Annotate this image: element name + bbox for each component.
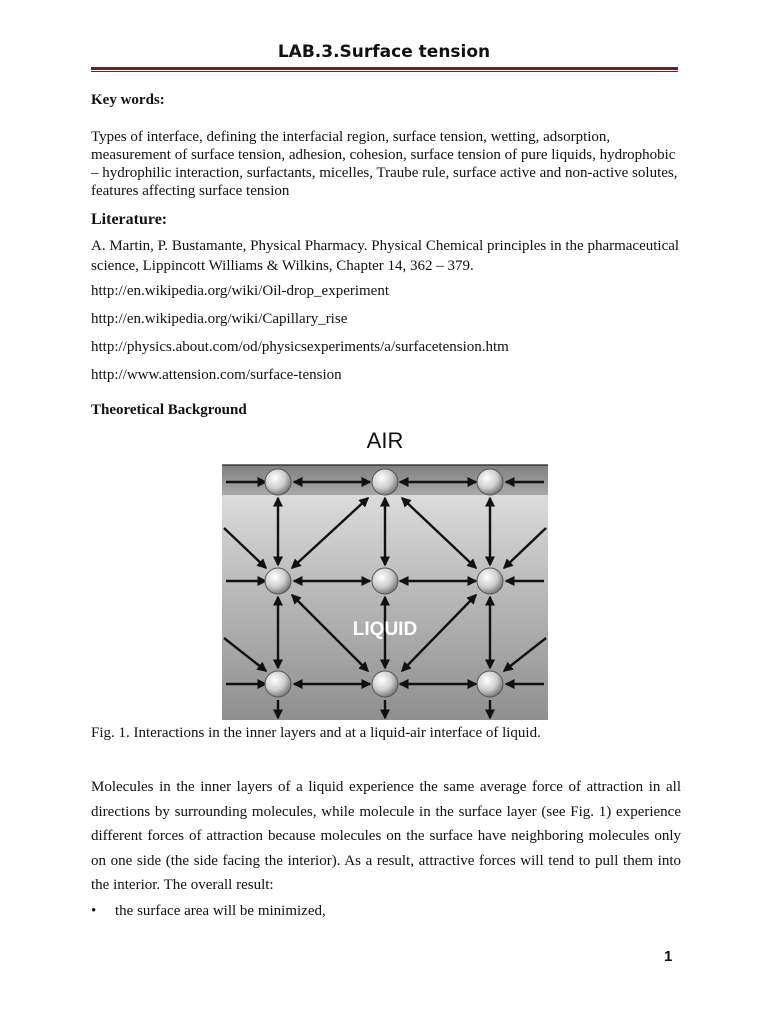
bullet-dot-icon: • <box>91 903 97 919</box>
molecule <box>477 671 503 697</box>
molecule <box>477 568 503 594</box>
liquid-label: LIQUID <box>352 619 418 640</box>
theory-paragraph: Molecules in the inner layers of a liquid experience the same average force of attraction in all directions by surrounding molecules, while molecule in the surface layer (see Fig. 1) experience different forces of attraction because molecules on the surface have neighboring molecules only on one side (the side facing the interior). As a result, attractive forces will tend to pull them into the interior. The overall result: <box>91 779 681 893</box>
molecule <box>477 469 503 495</box>
literature-link[interactable]: http://en.wikipedia.org/wiki/Capillary_rise <box>91 311 348 327</box>
literature-link[interactable]: http://physics.about.com/od/physicsexperiments/a/surfacetension.htm <box>91 339 509 355</box>
literature-reference: A. Martin, P. Bustamante, Physical Pharmacy. Physical Chemical principles in the pharmaceutical science, Lippincott Williams & Wilkins, Chapter 14, 362 – 379. <box>91 238 680 274</box>
literature-link[interactable]: http://www.attension.com/surface-tension <box>91 367 342 383</box>
molecule <box>265 671 291 697</box>
page-number: 1 <box>664 948 673 965</box>
page-title: LAB.3.Surface tension <box>277 42 491 62</box>
key-words-heading: Key words: <box>91 92 165 108</box>
molecule <box>372 568 398 594</box>
molecule <box>372 671 398 697</box>
header-divider <box>91 67 678 72</box>
molecule <box>372 469 398 495</box>
figure-caption: Fig. 1. Interactions in the inner layers and at a liquid-air interface of liquid. <box>91 725 541 741</box>
literature-heading: Literature: <box>91 211 168 228</box>
interface-figure <box>222 428 548 720</box>
molecule <box>265 568 291 594</box>
molecular-forces-diagram <box>222 428 548 720</box>
air-label: AIR <box>366 428 404 453</box>
molecule <box>265 469 291 495</box>
bullet-text: the surface area will be minimized, <box>115 903 326 919</box>
theory-heading: Theoretical Background <box>91 402 247 418</box>
literature-link[interactable]: http://en.wikipedia.org/wiki/Oil-drop_experiment <box>91 283 390 299</box>
key-words-text: Types of interface, defining the interfacial region, surface tension, wetting, adsorption, measurement of surface tension, adhesion, cohesion, surface tension of pure liquids, hydrophobic – hydrophilic interaction, surfactants, micelles, Traube rule, surface active and non-active solutes, features affecting surface tension <box>91 129 678 199</box>
